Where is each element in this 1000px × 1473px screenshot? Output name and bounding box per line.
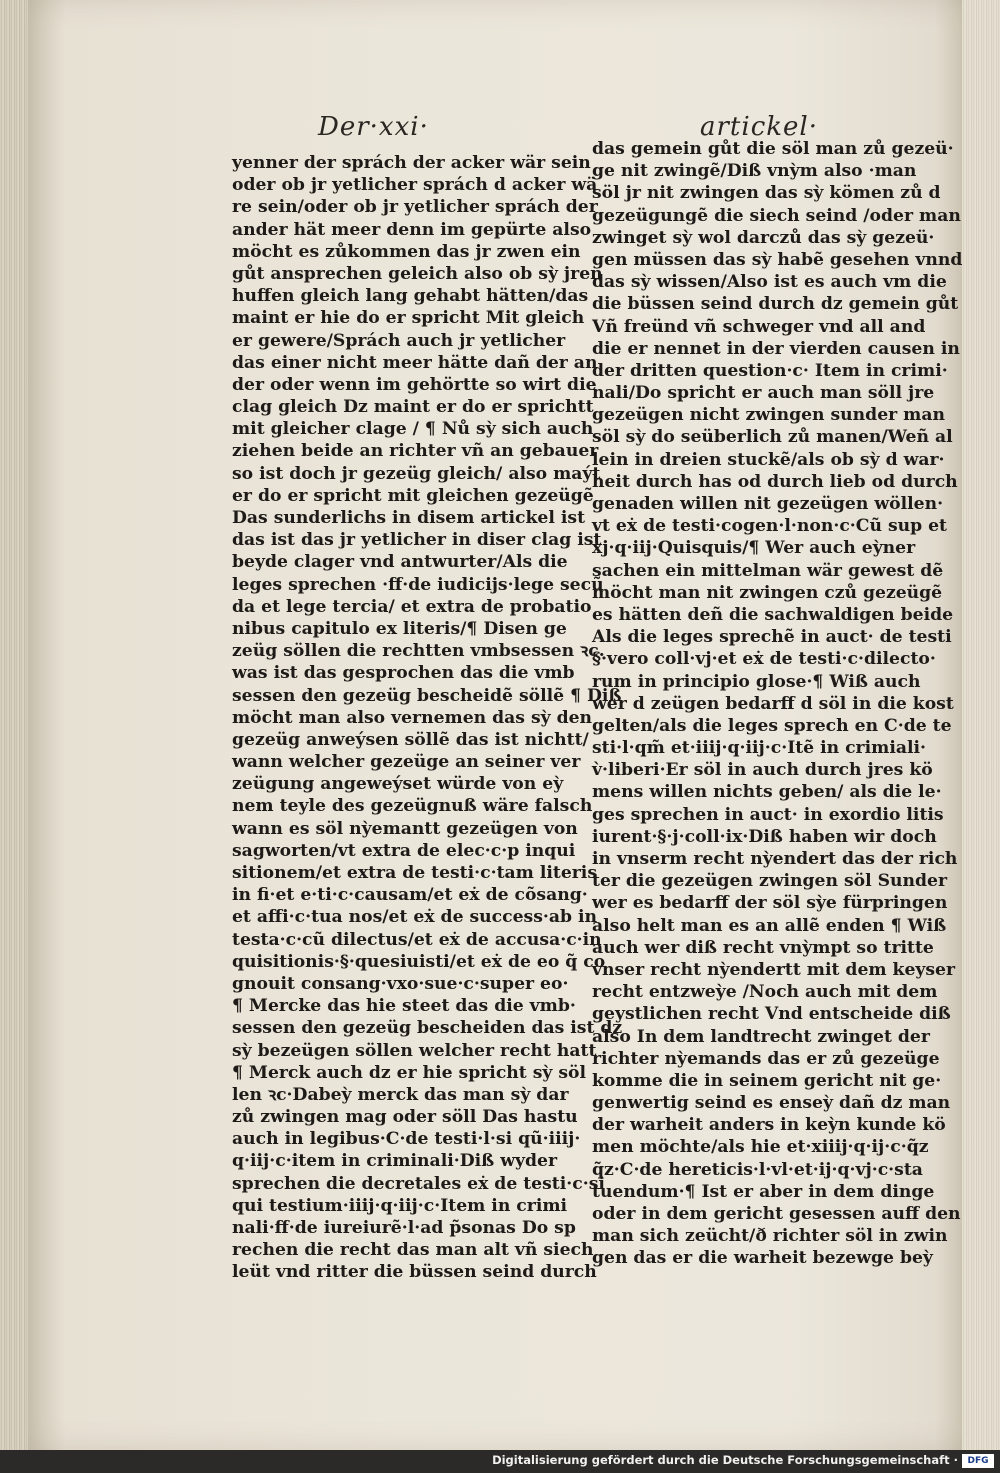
text-line: nibus capitulo ex literis/¶ Disen ge xyxy=(232,618,567,639)
text-line: nali/Do spricht er auch man söll jre xyxy=(592,383,935,404)
text-line: möcht man also vernemen das sỳ den xyxy=(232,707,593,728)
text-line: tuendum·¶ Ist er aber in dem dinge xyxy=(592,1181,935,1202)
text-line: genwertig seind es enseỳ dañ dz man xyxy=(592,1093,951,1114)
text-line: q·iij·c·item in criminali·Diß wyder xyxy=(232,1151,558,1172)
text-line: zwinget sỳ wol darczů das sỳ gezeü· xyxy=(592,227,935,248)
text-line: quisitionis·§·quesiuisti/et eẋ de eo q̃ co xyxy=(232,951,606,972)
text-line: sessen den gezeüg bescheidẽ söllẽ ¶ Diß xyxy=(232,685,622,706)
text-column-left xyxy=(232,152,623,1284)
text-line: nem teyle des gezeügnuß wäre falsch xyxy=(232,796,593,817)
text-line: söl jr nit zwingen das sỳ kömen zů d xyxy=(592,183,941,204)
text-line: genaden willen nit gezeügen wöllen· xyxy=(592,494,944,514)
text-line: er do er spricht mit gleichen gezeügẽ xyxy=(232,485,594,506)
book-edge-right xyxy=(962,0,1000,1450)
text-line: ziehen beide an richter vñ an gebauer xyxy=(232,441,599,462)
text-line: möcht man nit zwingen czů gezeügẽ xyxy=(592,582,943,603)
text-line: heit durch has od durch lieb od durch xyxy=(592,471,958,492)
text-line: richter nỳemands das er zů gezeüge xyxy=(592,1048,940,1069)
text-line: mit gleicher clage / ¶ Nů sỳ sich auch xyxy=(232,419,594,440)
text-line: men möchte/als hie et·xiiij·q·ij·c·q̃z xyxy=(592,1137,929,1158)
text-line: gezeügungẽ die siech seind /oder man xyxy=(592,205,961,226)
text-line: sagworten/vt extra de elec·c·p inqui xyxy=(232,840,576,861)
text-line: in vnserm recht nỳendert das der rich xyxy=(592,849,958,869)
text-line: man sich zeücht/ð richter söl in zwin xyxy=(592,1226,948,1247)
text-line: nali·ff·de iureiurẽ·l·ad p̃sonas Do sp xyxy=(232,1218,576,1238)
text-line: clag gleich Dz maint er do er sprichtt xyxy=(232,397,594,418)
text-line: der oder wenn im gehörtte so wirt die xyxy=(232,374,597,395)
running-header-left: Der·xxi· xyxy=(318,112,429,142)
text-line: gnouit consang·vxo·sue·c·super eo· xyxy=(232,973,569,994)
text-line: die er nennet in der vierden causen in xyxy=(592,338,960,359)
text-line: ander hät meer denn im gepürte also xyxy=(232,219,592,240)
text-line: Vñ freünd vñ schweger vnd all and xyxy=(592,316,926,337)
text-line: ges sprechen in auct· in exordio litis xyxy=(592,804,944,825)
text-line: mens willen nichts geben/ als die le· xyxy=(592,782,942,803)
text-line: komme die in seinem gericht nit ge· xyxy=(592,1070,942,1091)
text-line: ge nit zwingẽ/Diß vnỳm also ·man xyxy=(592,161,917,182)
text-line: oder ob jr yetlicher sprách d acker wä xyxy=(232,175,598,196)
text-line: gen das er die warheit bezewge beỳ xyxy=(592,1248,933,1269)
text-line: zů zwingen mag oder söll Das hastu xyxy=(232,1107,578,1128)
text-line: gezeüg anweýsen söllẽ das ist nichtt/ xyxy=(232,729,589,750)
text-line: sỳ bezeügen söllen welcher recht hatt xyxy=(232,1040,597,1061)
text-line: rechen die recht das man alt vñ siech xyxy=(232,1240,594,1261)
text-line: ¶ Mercke das hie steet das die vmb· xyxy=(232,996,576,1017)
text-line: §·vero coll·vj·et eẋ de testi·c·dilecto· xyxy=(592,649,936,670)
text-line: gelten/als die leges sprech en C·de te xyxy=(592,715,952,736)
text-line: gůt ansprechen geleich also ob sỳ jren xyxy=(232,263,603,284)
text-line: so ist doch jr gezeüg gleich/ also maýt xyxy=(232,463,601,484)
text-line: das sỳ wissen/Also ist es auch vm die xyxy=(592,272,947,293)
text-line: möcht es zůkommen das jr zwen ein xyxy=(232,241,581,262)
text-line: q̃z·C·de hereticis·l·vl·et·ij·q·vj·c·sta xyxy=(592,1159,923,1180)
text-line: leges sprechen ·ff·de iudicijs·lege secũ xyxy=(232,574,604,595)
text-line: vnser recht nỳendertt mit dem keyser xyxy=(592,959,956,980)
text-line: et affi·c·tua nos/et eẋ de success·ab in xyxy=(232,907,598,928)
text-line: ¶ Merck auch dz er hie spricht sỳ söl xyxy=(232,1062,587,1083)
text-line: lein in dreien stuckẽ/als ob sỳ d war· xyxy=(592,449,945,470)
text-line: maint er hie do er spricht Mit gleich xyxy=(232,308,585,329)
text-line: xj·q·iij·Quisquis/¶ Wer auch eỳner xyxy=(592,538,916,559)
text-line: was ist das gesprochen das die vmb xyxy=(232,663,575,684)
text-line: recht entzweỳe /Noch auch mit dem xyxy=(592,982,938,1003)
text-line: qui testium·iiij·q·iij·c·Item in crimi xyxy=(232,1195,568,1216)
text-line: die büssen seind durch dz gemein gůt xyxy=(592,294,959,315)
text-line: vt eẋ de testi·cogen·l·non·c·Cũ sup et xyxy=(592,516,947,537)
text-line: das gemein gůt die söl man zů gezeü· xyxy=(592,139,954,159)
text-line: gezeügen nicht zwingen sunder man xyxy=(592,405,945,426)
text-line: yenner der sprách der acker wär sein xyxy=(232,153,591,173)
text-line: Das sunderlichs in disem artickel ist xyxy=(232,508,586,528)
text-line: testa·c·cũ dilectus/et eẋ de accusa·c·in xyxy=(232,929,602,950)
text-line: wer es bedarff der söl sỳe fürpringen xyxy=(592,893,948,914)
text-line: v̀·liberi·Er söl in auch durch jres kö xyxy=(592,760,933,781)
text-line: sti·l·qm̃ et·iiij·q·iij·c·Itẽ in crimiali· xyxy=(592,738,927,759)
text-column-right xyxy=(592,138,963,1270)
text-line: wer d zeügen bedarff d söl in die kost xyxy=(592,693,954,714)
text-line: sprechen die decretales eẋ de testi·c·si xyxy=(232,1173,605,1194)
text-line: das ist das jr yetlicher in diser clag ist xyxy=(232,530,602,551)
text-line: Als die leges sprechẽ in auct· de testi xyxy=(592,627,952,648)
text-line: ter die gezeügen zwingen söl Sunder xyxy=(592,871,948,892)
text-line: da et lege tercia/ et extra de probatio xyxy=(232,596,592,617)
funding-credit: Digitalisierung gefördert durch die Deutsche Forschungsgemeinschaft · xyxy=(492,1453,958,1467)
text-line: sachen ein mittelman wär gewest dẽ xyxy=(592,560,944,581)
dfg-logo: DFG xyxy=(962,1454,994,1468)
text-line: söl sỳ do seüberlich zů manen/Weñ al xyxy=(592,427,953,448)
text-line: zeügung angeweýset würde von eỳ xyxy=(232,774,564,795)
text-line: oder in dem gericht gesessen auff den xyxy=(592,1204,961,1224)
text-line: re sein/oder ob jr yetlicher sprách der xyxy=(232,197,598,218)
text-line: wann welcher gezeüge an seiner ver xyxy=(232,752,581,773)
running-header-right: artickel· xyxy=(700,112,818,142)
text-line: leüt vnd ritter die büssen seind durch xyxy=(232,1262,597,1283)
text-line: geystlichen recht Vnd entscheide diß xyxy=(592,1004,951,1025)
text-line: sessen den gezeüg bescheiden das ist dz xyxy=(232,1018,623,1039)
text-line: beyde clager vnd antwurter/Als die xyxy=(232,552,568,573)
text-line: iurent·§·j·coll·ix·Diß haben wir doch xyxy=(592,826,937,847)
text-line: es hätten deñ die sachwaldigen beide xyxy=(592,604,954,625)
text-line: rum in principio glose·¶ Wiß auch xyxy=(592,671,921,692)
text-line: auch wer diß recht vnỳmpt so tritte xyxy=(592,937,934,958)
text-line: in fi·et e·ti·c·causam/et eẋ de cõsang· xyxy=(232,885,588,906)
text-line: also helt man es an allẽ enden ¶ Wiß xyxy=(592,915,947,936)
text-line: auch in legibus·C·de testi·l·si qũ·iiij· xyxy=(232,1129,581,1150)
text-line: len ꝛc·Dabeỳ merck das man sỳ dar xyxy=(232,1084,569,1105)
text-line: der warheit anders in keỳn kunde kö xyxy=(592,1115,946,1136)
text-line: sitionem/et extra de testi·c·tam literis xyxy=(232,863,598,883)
text-line: der dritten question·c· Item in crimi· xyxy=(592,360,948,381)
text-line: gen müssen das sỳ habẽ gesehen vnnd xyxy=(592,249,963,270)
text-line: er gewere/Sprách auch jr yetlicher xyxy=(232,330,566,351)
text-line: wann es söl nỳemantt gezeügen von xyxy=(232,818,578,839)
text-line: huffen gleich lang gehabt hätten/das xyxy=(232,286,589,307)
text-line: das einer nicht meer hätte dañ der an xyxy=(232,352,598,373)
text-line: also In dem landtrecht zwinget der xyxy=(592,1026,930,1047)
text-line: zeüg söllen die rechtten vmbsessen ꝛc. xyxy=(232,641,605,662)
